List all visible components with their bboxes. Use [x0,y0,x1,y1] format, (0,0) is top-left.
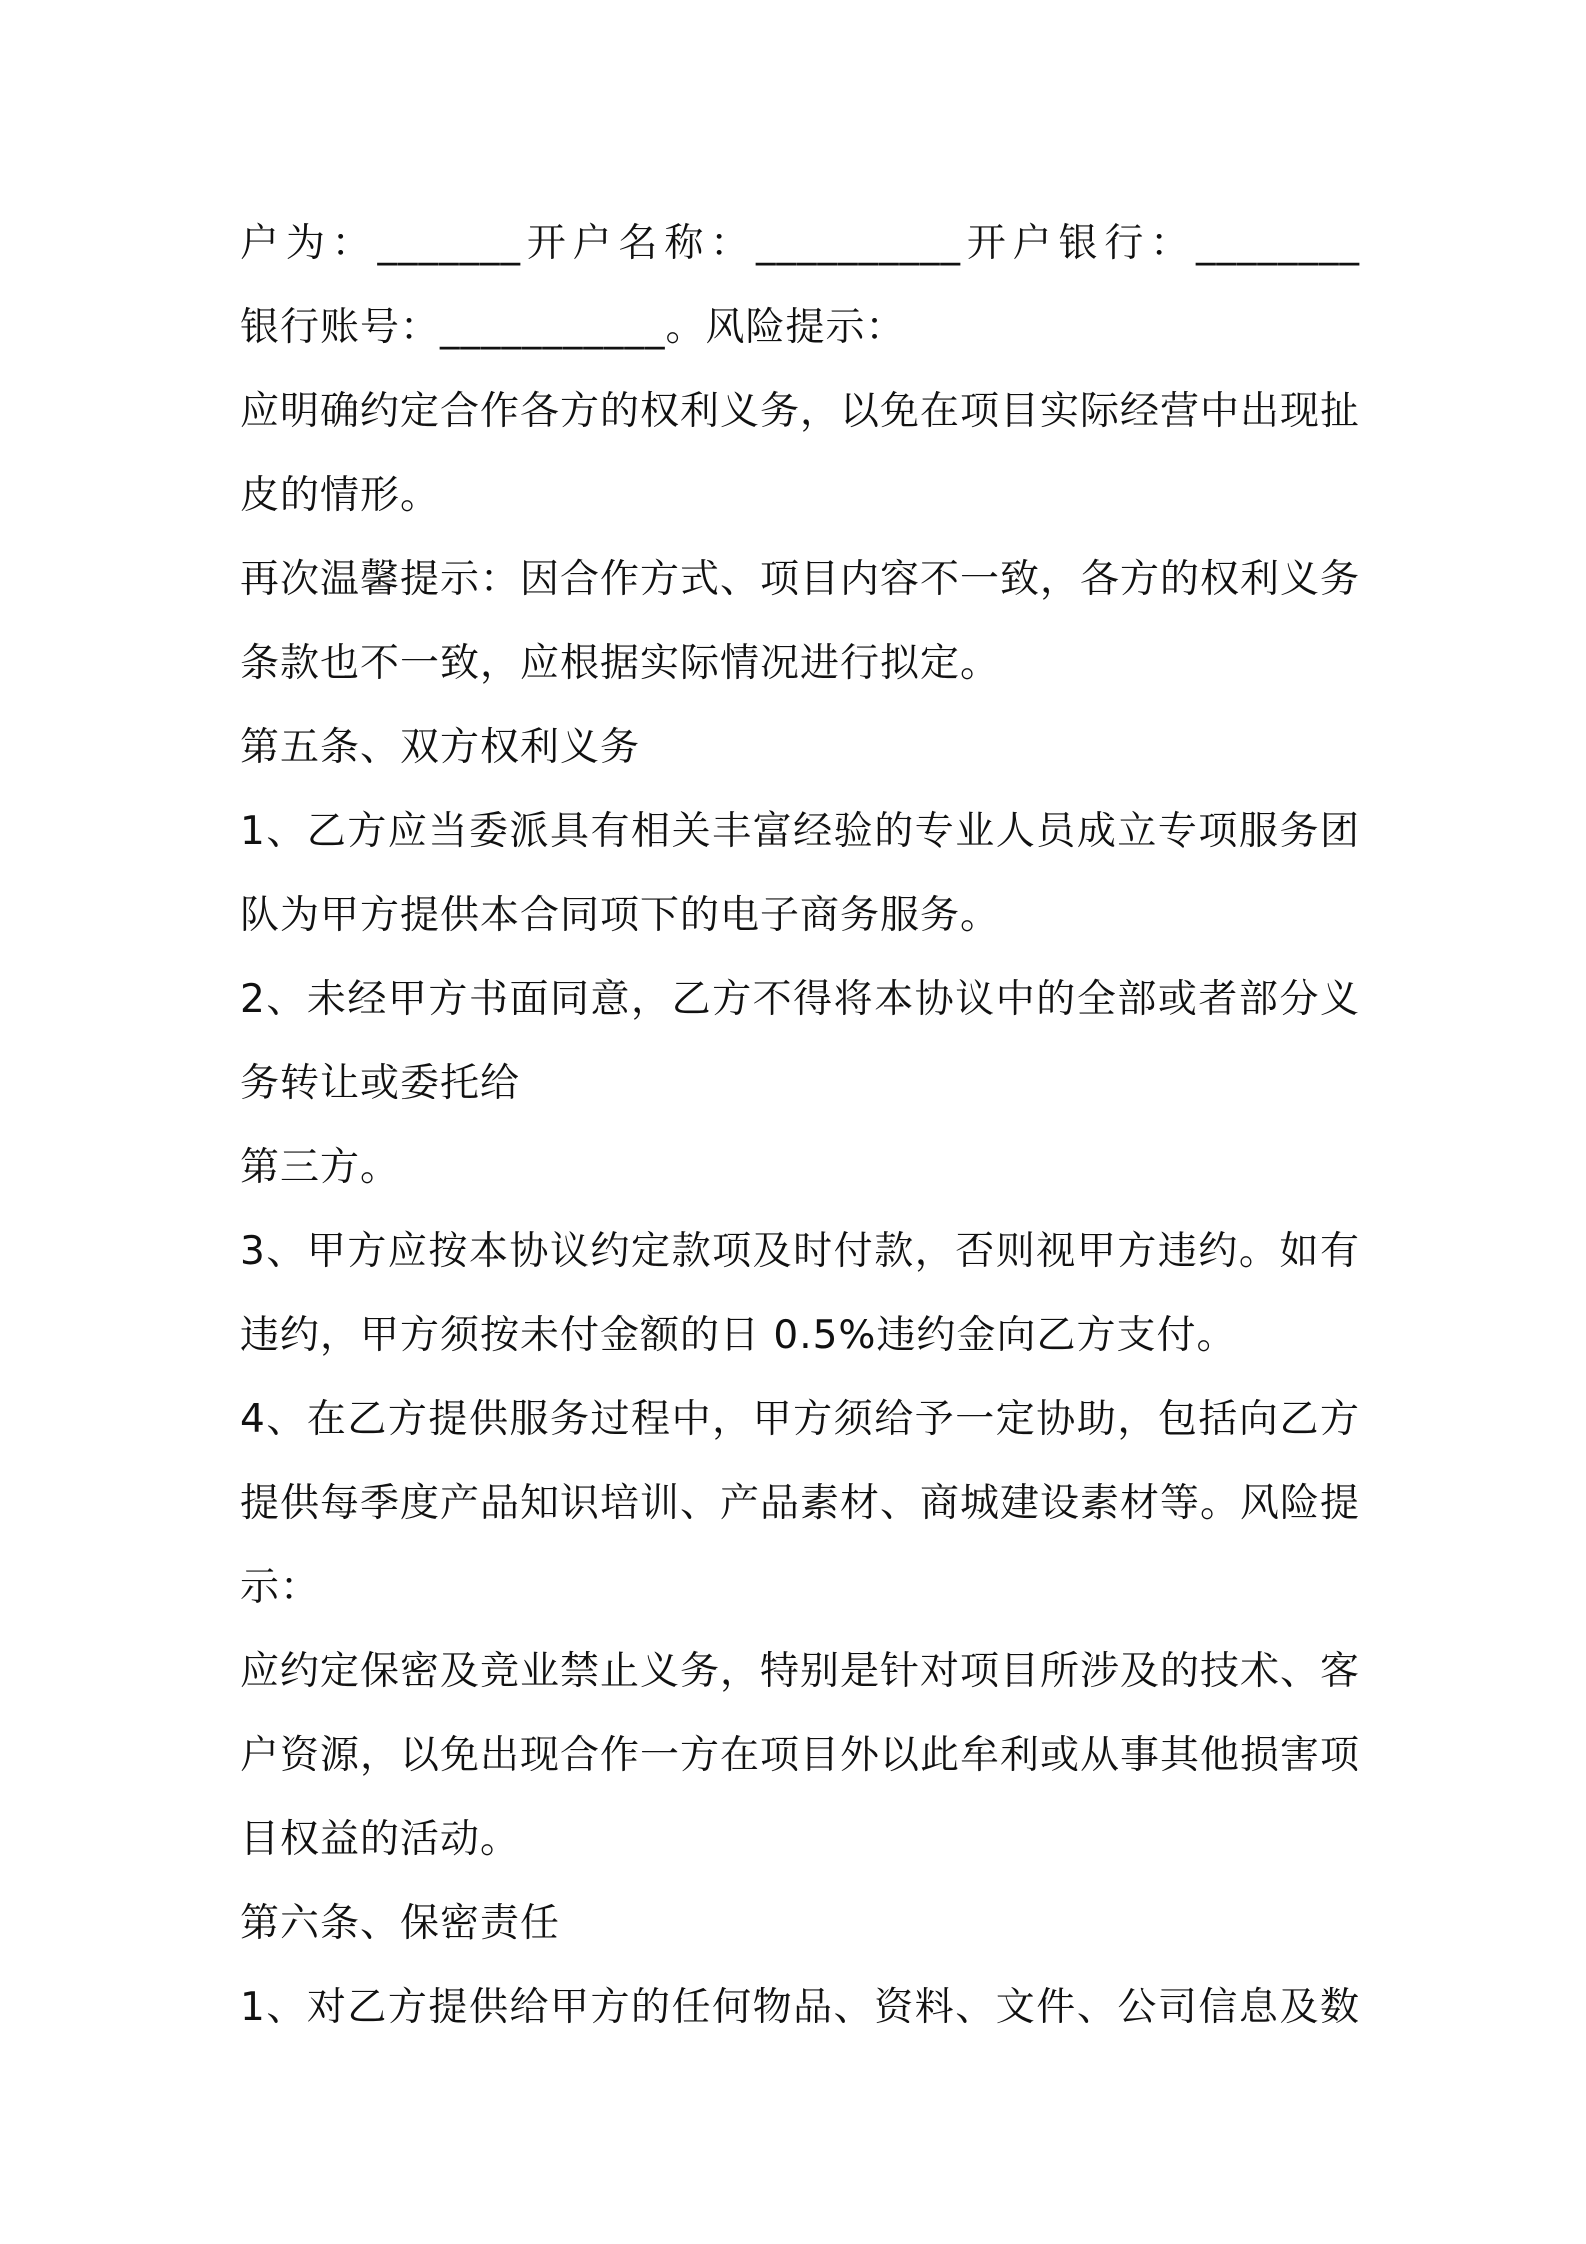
text-line-bank-info: 户为：_______开户名称：__________开户银行：________ [240,221,1360,266]
document-body [240,202,1360,2050]
text-line-clause-1b: 队为甲方提供本合同项下的电子商务服务。 [240,893,1001,938]
text-line-reminder-a: 再次温馨提示：因合作方式、项目内容不一致，各方的权利义务 [240,557,1360,602]
text-line-confidential-risk-a: 应约定保密及竞业禁止义务，特别是针对项目所涉及的技术、客 [240,1649,1360,1694]
text-line-clause-2a: 2、未经甲方书面同意，乙方不得将本协议中的全部或者部分义 [240,977,1360,1022]
text-line-clause-4b: 提供每季度产品知识培训、产品素材、商城建设素材等。风险提 [240,1481,1360,1526]
text-line-reminder-b: 条款也不一致，应根据实际情况进行拟定。 [240,641,1001,686]
text-line-clause-3b: 违约，甲方须按未付金额的日 0.5%违约金向乙方支付。 [240,1313,1237,1358]
section-heading-article-6: 第六条、保密责任 [240,1901,561,1946]
text-line-clause-1a: 1、乙方应当委派具有相关丰富经验的专业人员成立专项服务团 [240,809,1360,854]
text-line-article-6-clause-1: 1、对乙方提供给甲方的任何物品、资料、文件、公司信息及数 [240,1985,1360,2030]
text-line-clause-2b: 务转让或委托给 [240,1061,521,1106]
text-line-risk-1a: 应明确约定合作各方的权利义务，以免在项目实际经营中出现扯 [240,389,1360,434]
text-line-confidential-risk-c: 目权益的活动。 [240,1817,521,1862]
text-line-confidential-risk-b: 户资源，以免出现合作一方在项目外以此牟利或从事其他损害项 [240,1733,1360,1778]
text-line-clause-4c: 示： [240,1565,321,1610]
text-line-bank-account: 银行账号：___________。风险提示： [240,305,906,350]
text-line-clause-3a: 3、甲方应按本协议约定款项及时付款，否则视甲方违约。如有 [240,1229,1360,1274]
text-line-clause-2c: 第三方。 [240,1145,401,1190]
section-heading-article-5: 第五条、双方权利义务 [240,725,641,770]
text-line-clause-4a: 4、在乙方提供服务过程中，甲方须给予一定协助，包括向乙方 [240,1397,1360,1442]
text-line-risk-1b: 皮的情形。 [240,473,441,518]
